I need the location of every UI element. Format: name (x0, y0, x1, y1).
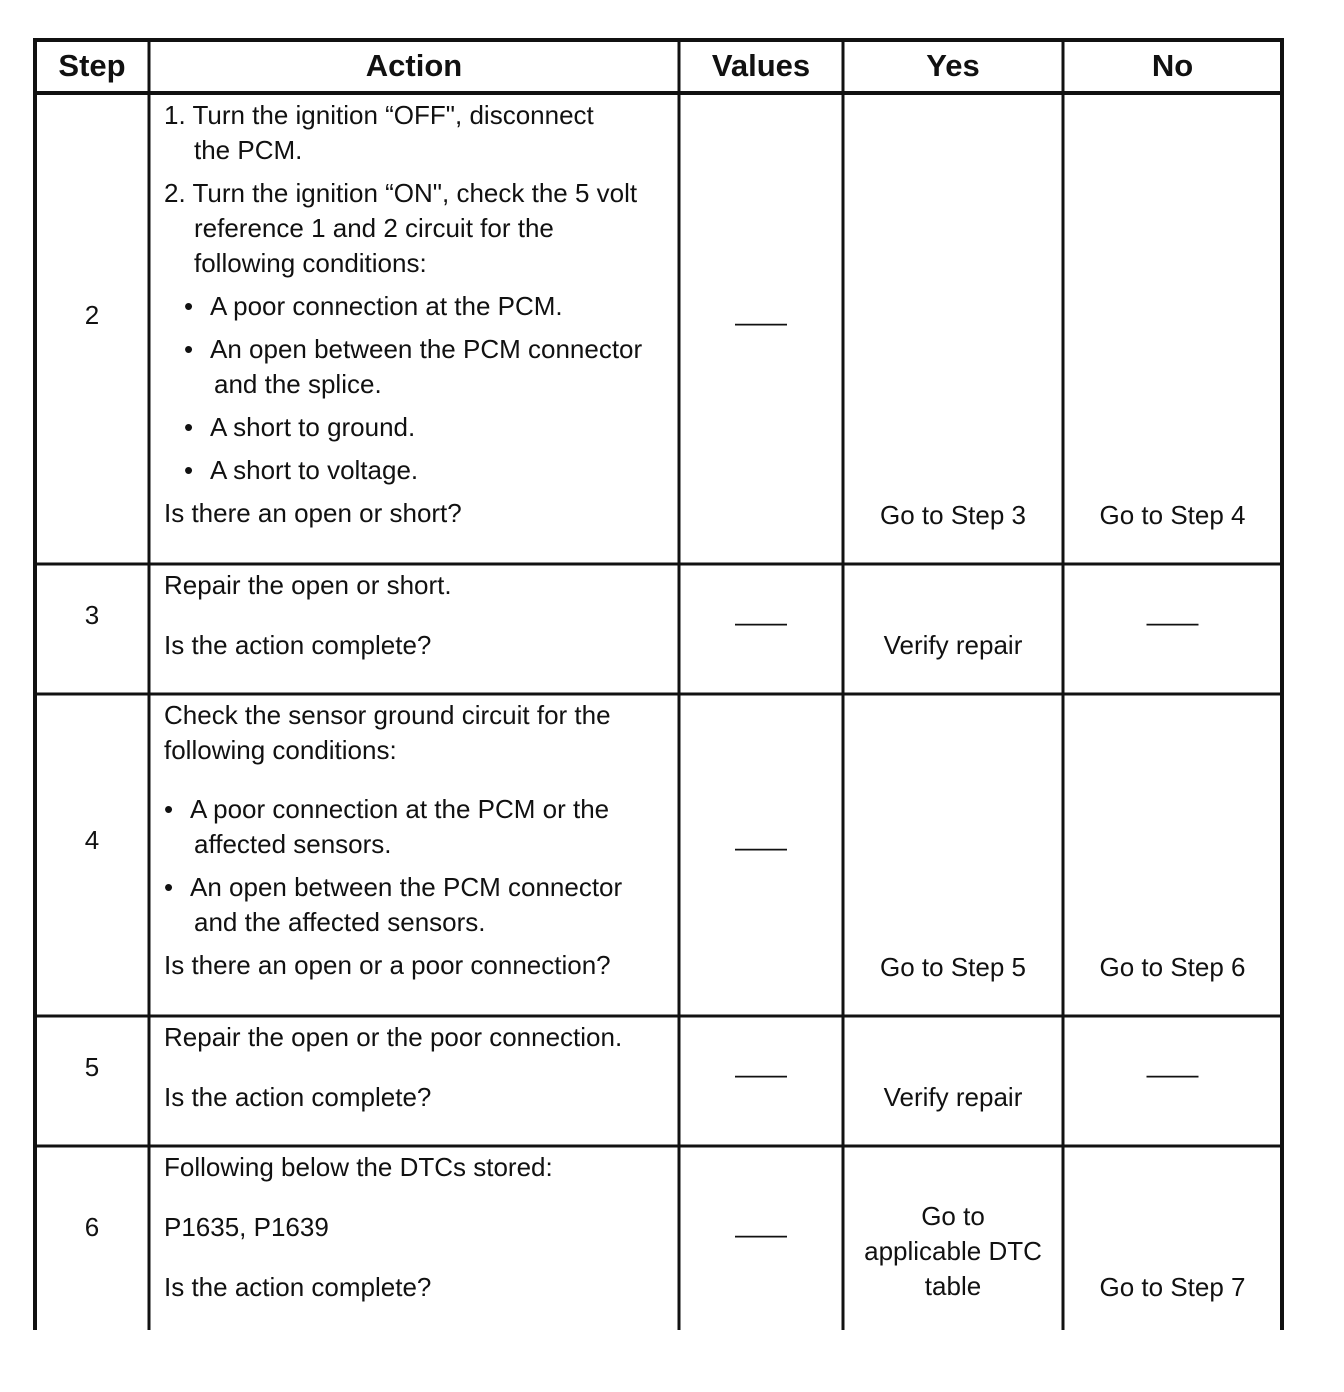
action-line: Check the sensor ground circuit for the (164, 700, 611, 730)
bullet-item: • A short to ground. (164, 410, 674, 445)
action-line: Following below the DTCs stored: (164, 1152, 553, 1182)
action-question: Is there an open or short? (164, 498, 462, 528)
step-number: 4 (84, 825, 100, 855)
action-cell (164, 568, 674, 663)
action-line: Repair the open or the poor connection. (164, 1022, 623, 1052)
bullet-item: • A poor connection at the PCM. (164, 289, 674, 324)
no-cell: —— (1146, 607, 1199, 637)
action-cell (164, 1150, 674, 1305)
action-line: reference 1 and 2 circuit for the (194, 213, 554, 243)
bullet-icon: • (184, 334, 194, 364)
bullet-item: • A short to voltage. (164, 453, 674, 488)
action-line: following conditions: (194, 248, 427, 278)
step-number: 3 (84, 600, 100, 630)
action-line: Repair the open or short. (164, 570, 452, 600)
yes-line: applicable DTC (864, 1236, 1042, 1266)
yes-line: table (924, 1271, 982, 1301)
header-values: Values (711, 48, 811, 83)
yes-cell (845, 1199, 1061, 1304)
action-question: Is the action complete? (164, 630, 432, 660)
step-number: 6 (84, 1212, 100, 1242)
yes-cell: Go to Step 5 (880, 952, 1026, 982)
action-cell (164, 698, 674, 983)
bullet-icon: • (184, 455, 194, 485)
header-yes: Yes (926, 48, 980, 83)
action-line: affected sensors. (194, 829, 392, 859)
action-cell (164, 98, 674, 531)
values-cell: —— (735, 1219, 787, 1249)
bullet-item: • A poor connection at the PCM or the (164, 792, 674, 827)
action-line: 1. Turn the ignition “OFF", disconnect (164, 100, 594, 130)
header-step: Step (58, 48, 126, 83)
action-line: 2. Turn the ignition “ON", check the 5 volt (164, 178, 638, 208)
no-cell: Go to Step 6 (1099, 952, 1246, 982)
action-line: and the affected sensors. (194, 907, 486, 937)
values-cell: —— (735, 832, 787, 862)
yes-cell: Verify repair (883, 630, 1023, 660)
yes-line: Go to (921, 1201, 985, 1231)
bullet-item: • An open between the PCM connector (164, 870, 674, 905)
values-cell: —— (735, 1059, 787, 1089)
bullet-icon: • (184, 291, 194, 321)
no-cell: Go to Step 4 (1099, 500, 1246, 530)
action-line: the PCM. (194, 135, 303, 165)
action-question: Is the action complete? (164, 1272, 432, 1302)
bullet-item: • An open between the PCM connector (164, 332, 674, 367)
no-cell: Go to Step 7 (1099, 1272, 1246, 1302)
action-question: Is the action complete? (164, 1082, 432, 1112)
action-line: P1635, P1639 (164, 1212, 329, 1242)
action-line: following conditions: (164, 735, 397, 765)
yes-cell: Verify repair (883, 1082, 1023, 1112)
action-line: and the splice. (214, 369, 382, 399)
no-cell: —— (1146, 1059, 1199, 1089)
bullet-icon: • (164, 794, 174, 824)
bullet-icon: • (184, 412, 194, 442)
step-number: 2 (84, 300, 100, 330)
header-action: Action (365, 48, 463, 83)
header-no: No (1151, 48, 1194, 83)
yes-cell: Go to Step 3 (880, 500, 1026, 530)
action-cell (164, 1020, 674, 1115)
values-cell: —— (735, 607, 787, 637)
bullet-icon: • (164, 872, 174, 902)
action-question: Is there an open or a poor connection? (164, 950, 611, 980)
values-cell: —— (735, 307, 787, 337)
step-number: 5 (84, 1052, 100, 1082)
